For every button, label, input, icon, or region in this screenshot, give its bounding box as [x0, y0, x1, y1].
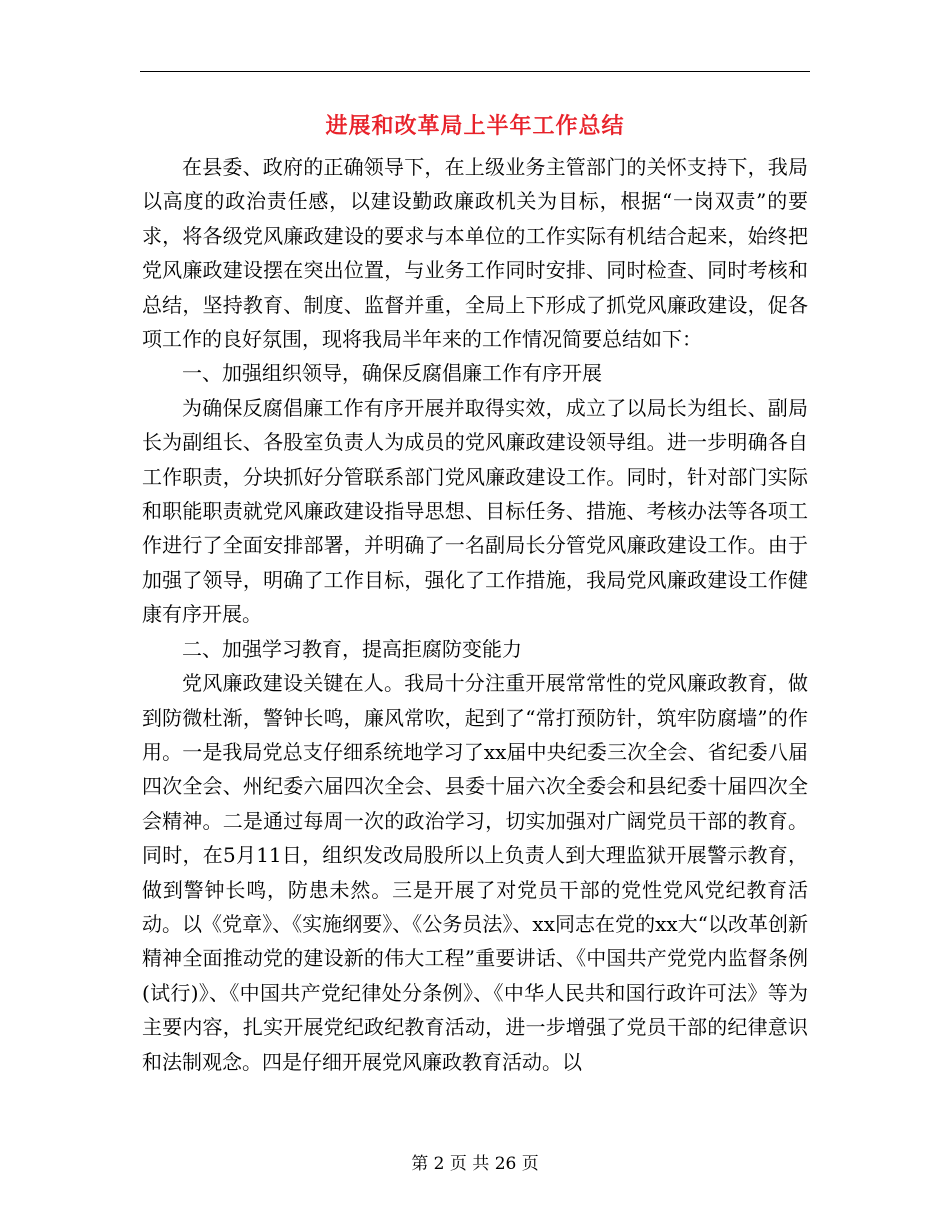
document-body: [142, 150, 808, 1079]
document-title: 进展和改革局上半年工作总结: [325, 113, 625, 139]
section-2-paragraph: 党风廉政建设关键在人。我局十分注重开展常常性的党风廉政教育，做到防微杜渐，警钟长鸣，廉风常吹，起到了“常打预防针，筑牢防腐墙”的作用。一是我局党总支仔细系统地学习了xx届中央纪委三次全会、省纪委八届四次全会、州纪委六届四次全会、县委十届六次全委会和县纪委十届四次全会精神。二是通过每周一次的政治学习，切实加强对广阔党员干部的教育。同时，在5月11日，组织发改局股所以上负责人到大理监狱开展警示教育，做到警钟长鸣，防患未然。三是开展了对党员干部的党性党风党纪教育活动。以《党章》、《实施纲要》、《公务员法》、xx同志在党的xx大“以改革创新精神全面推动党的建设新的伟大工程”重要讲话、《中国共产党党内监督条例(试行)》、《中国共产党纪律处分条例》、《中华人民共和国行政许可法》等为主要内容，扎实开展党纪政纪教育活动，进一步增强了党员干部的纪律意识和法制观念。四是仔细开展党风廉政教育活动。以: [142, 671, 808, 1074]
section-heading-2: 二、加强学习教育，提高拒腐防变能力: [182, 636, 522, 661]
section-1-paragraph: 为确保反腐倡廉工作有序开展并取得实效，成立了以局长为组长、副局长为副组长、各股室负责人为成员的党风廉政建设领导组。进一步明确各自工作职责，分块抓好分管联系部门党风廉政建设工作。同时，针对部门实际和职能职责就党风廉政建设指导思想、目标任务、措施、考核办法等各项工作进行了全面安排部署，并明确了一名副局长分管党风廉政建设工作。由于加强了领导，明确了工作目标，强化了工作措施，我局党风廉政建设工作健康有序开展。: [142, 395, 808, 627]
intro-paragraph: 在县委、政府的正确领导下，在上级业务主管部门的关怀支持下，我局以高度的政治责任感，以建设勤政廉政机关为目标，根据“一岗双责”的要求，将各级党风廉政建设的要求与本单位的工作实际有机结合起来，始终把党风廉政建设摆在突出位置，与业务工作同时安排、同时检查、同时考核和总结，坚持教育、制度、监督并重，全局上下形成了抓党风廉政建设，促各项工作的良好氛围，现将我局半年来的工作情况简要总结如下：: [142, 155, 808, 352]
header-rule: [140, 71, 810, 72]
page-number: 第 2 页 共 26 页: [411, 1154, 539, 1174]
section-heading-1: 一、加强组织领导，确保反腐倡廉工作有序开展: [182, 361, 602, 386]
